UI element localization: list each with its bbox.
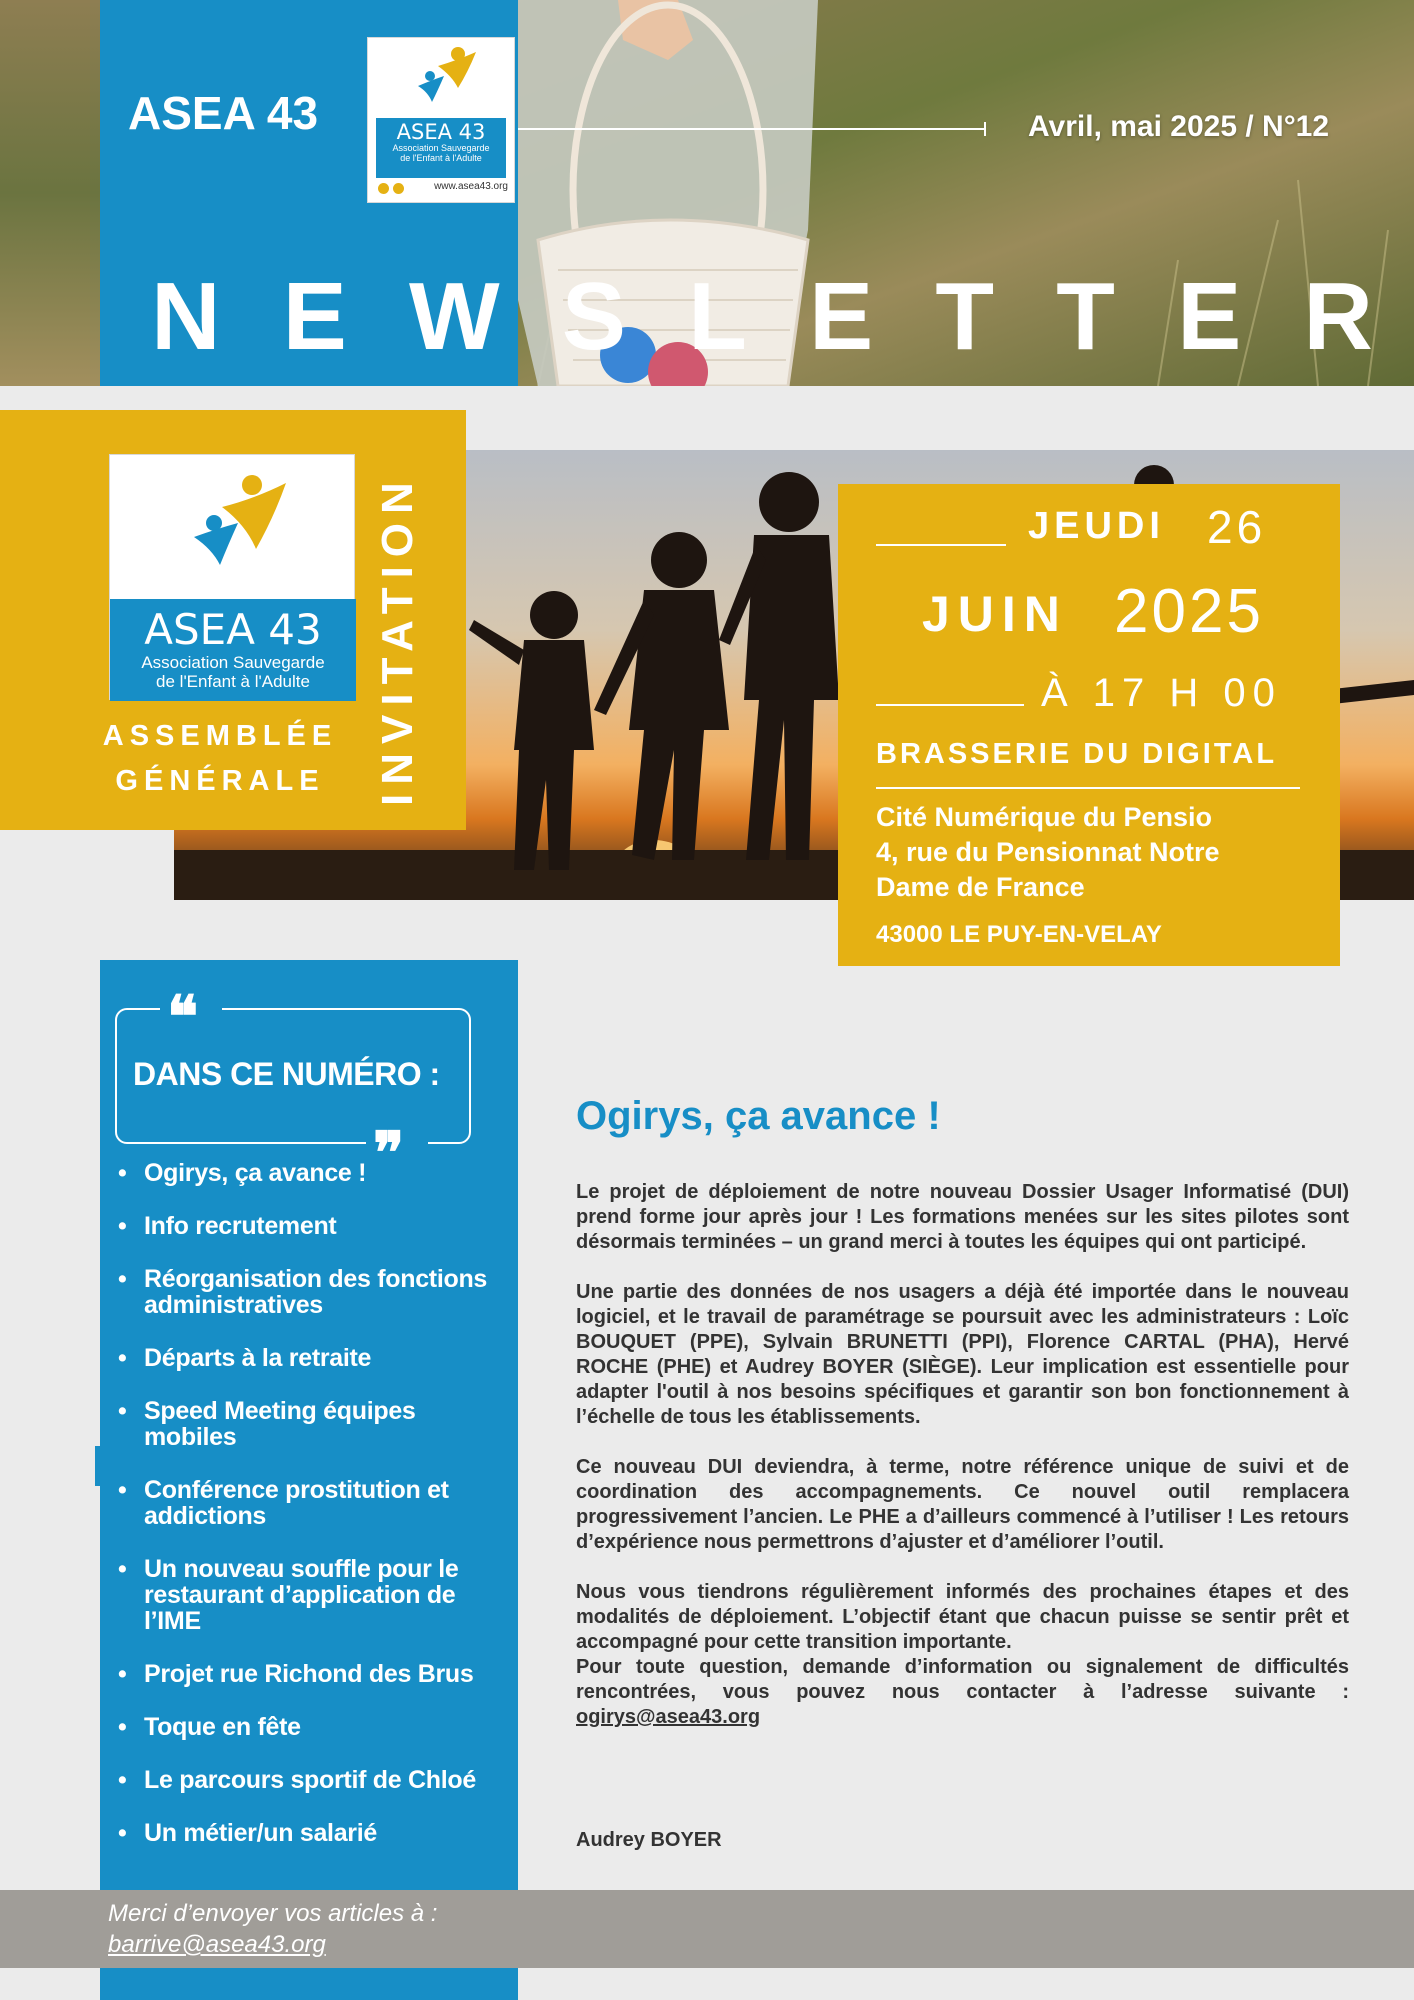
asea-logo-figures [186,473,296,573]
article-paragraph: Une partie des données de nos usagers a déjà été importée dans le nouveau logiciel, et le travail de paramétrage se poursuit avec les administrateurs : Loïc BOUQUET (PPE), Sylvain BRUNETTI (PPI), Florence CARTAL (PHA), Hervé ROCHE (PHE) et Audrey BOYER (SIÈGE). Leur implication est essentielle pour adapter l'outil à nos besoins spécifiques et garantir son bon fonctionnement à l’échelle de tous les établissements. [576,1281,1349,1428]
logo-title: ASEA 43 [144,605,322,654]
event-venue-underline [876,787,1300,789]
assembly-line-2: GÉNÉRALE [115,765,325,797]
header-divider-line [518,128,986,130]
event-time: À 17 H 00 [1041,671,1282,715]
title-letter: R [1303,263,1373,370]
logo-subtitle-2: de l'Enfant à l'Adulte [156,671,310,691]
title-letter: W [409,263,500,370]
event-address-line-1: Cité Numérique du Pensio [876,802,1213,832]
article-paragraph: Le projet de déploiement de notre nouveau Dossier Usager Informatisé (DUI) prend forme jour après jour ! Les formations menées sur les sites pilotes sont désormais terminées – un grand merci à toutes les équipes qui ont participé. [576,1181,1349,1253]
open-quote-icon: ❝ [167,983,199,1051]
toc-item[interactable]: • Départs à la retraite [118,1345,518,1371]
assembly-line-1: ASSEMBLÉE [102,720,338,752]
event-venue: BRASSERIE DU DIGITAL [876,738,1278,770]
contact-email-link[interactable]: ogirys@asea43.org [576,1706,761,1728]
brand-name: ASEA 43 [128,87,319,139]
sidebar-bottom [100,1968,518,2000]
event-year: 2025 [1114,577,1264,646]
event-month: JUIN [922,586,1068,642]
issue-date: Avril, mai 2025 / N°12 [1028,110,1330,143]
article-paragraph-contact [576,1655,1349,1730]
event-address-line-3: Dame de France [876,872,1085,902]
title-letter: E [282,263,347,370]
logo-subtitle-1: Association Sauvegarde [392,143,490,153]
logo-band [110,599,356,701]
event-address [876,800,1306,905]
event-address-line-2: 4, rue du Pensionnat Notre [876,837,1220,867]
toc-item[interactable]: • Speed Meeting équipes mobiles [118,1398,458,1450]
event-day-label: JEUDI [1028,505,1165,547]
contact-text: Pour toute question, demande d’information ou signalement de difficultés rencontrées, vous pouvez nous contacter à l’adresse suivante : [576,1656,1349,1703]
newsletter-title [100,262,1414,372]
logo-title: ASEA 43 [396,120,486,144]
toc-item[interactable]: • Conférence prostitution et addictions [118,1477,458,1529]
article-paragraph: Nous vous tiendrons régulièrement informés des prochaines étapes et des modalités de déploiement. L’objectif étant que chacun puisse se sentir prêt et accompagné pour cette transition importante. [576,1581,1349,1653]
title-letter: S [561,263,626,370]
sidebar-notch [95,1446,101,1486]
logo-subtitle-2: de l'Enfant à l'Adulte [400,152,482,163]
toc-item[interactable]: • Un métier/un salarié [118,1820,518,1846]
event-decor-line [876,704,1024,706]
toc-item[interactable]: • Projet rue Richond des Brus [118,1661,518,1687]
invitation-vertical-label: INVITATION [373,473,422,806]
invitation-logo [109,454,355,700]
logo-band [376,118,506,178]
toc-item[interactable]: • Le parcours sportif de Chloé [118,1767,518,1793]
toc-item[interactable]: • Info recrutement [118,1213,518,1239]
title-letter: T [935,263,995,370]
toc-list [118,1160,518,1846]
event-city: 43000 LE PUY-EN-VELAY [876,921,1162,948]
footer-email-link[interactable]: barrive@asea43.org [108,1931,326,1958]
title-letter: L [688,263,747,370]
close-quote-icon: ❞ [373,1119,405,1187]
footer-message: Merci d’envoyer vos articles à : [108,1900,438,1927]
toc-item[interactable]: • Un nouveau souffle pour le restaurant d’application de l’IME [118,1556,518,1634]
toc-heading: DANS CE NUMÉRO : [133,1056,440,1092]
title-letter: E [1177,263,1242,370]
event-decor-line [876,544,1006,546]
toc-item[interactable]: • Ogirys, ça avance ! [118,1160,518,1186]
title-letter: N [151,263,221,370]
footer-text [108,1898,437,1960]
logo-website[interactable]: www.asea43.org [434,181,508,192]
article-body [576,1180,1349,1755]
header-divider-tick [984,122,986,136]
article-title: Ogirys, ça avance ! [576,1094,941,1138]
title-letter: E [809,263,874,370]
logo-subtitle-1: Association Sauvegarde [141,653,325,672]
toc-item[interactable]: • Réorganisation des fonctions administratives [118,1266,518,1318]
asea-logo-figures [388,46,496,110]
article-author: Audrey BOYER [576,1829,722,1851]
event-day-number: 26 [1207,501,1267,553]
toc-item[interactable]: • Toque en fête [118,1714,518,1740]
article-paragraph: Ce nouveau DUI deviendra, à terme, notre référence unique de suivi et de coordination des accompagnements. Ce nouvel outil remplacera progressivement l’ancien. Le PHE a d’ailleurs commencé à l’utiliser ! Les retours d’expérience nous permettrons d’ajuster et d’améliorer l’outil. [576,1456,1349,1553]
assembly-label [70,714,370,804]
header-photo-left [0,0,100,386]
title-letter: T [1056,263,1115,370]
header-logo[interactable] [367,37,515,203]
